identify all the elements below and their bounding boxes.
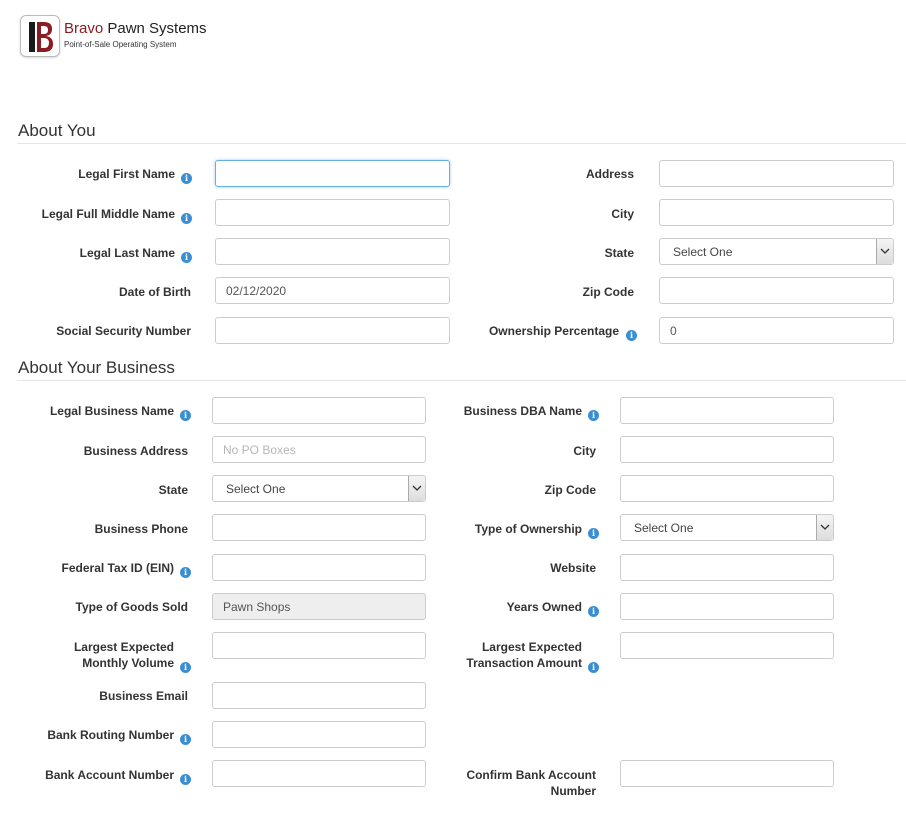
label-business-address: Business Address: [83, 444, 188, 458]
select-arrow-button[interactable]: [816, 515, 833, 540]
chevron-down-icon: [820, 523, 830, 531]
label-business-phone: Business Phone: [94, 522, 188, 536]
info-icon[interactable]: i: [181, 213, 192, 224]
type-of-ownership-select[interactable]: [620, 514, 834, 541]
label-legal-business-name: Legal Business Name: [49, 404, 174, 418]
info-icon[interactable]: i: [180, 774, 191, 785]
state-select-value: Select One: [673, 245, 733, 259]
label-bank-account: Bank Account Number: [45, 768, 174, 782]
info-icon[interactable]: i: [588, 606, 599, 617]
business-city-input[interactable]: [620, 436, 834, 463]
years-owned-input[interactable]: [620, 593, 834, 620]
label-years-owned: Years Owned: [506, 600, 582, 614]
business-state-select[interactable]: [212, 475, 426, 502]
label-ownership-percentage: Ownership Percentage: [488, 324, 619, 338]
city-input[interactable]: [659, 199, 894, 226]
label-confirm-bank-account: Confirm Bank Account Number: [466, 768, 596, 798]
label-business-city: City: [573, 444, 596, 458]
label-largest-monthly-volume: Largest Expected Monthly Volume: [73, 640, 174, 670]
info-icon[interactable]: i: [180, 567, 191, 578]
section-divider: [17, 380, 906, 381]
info-icon[interactable]: i: [180, 410, 191, 421]
ssn-input[interactable]: [215, 317, 450, 344]
largest-monthly-volume-input[interactable]: [212, 632, 426, 659]
business-address-input[interactable]: [212, 436, 426, 463]
section-divider: [17, 143, 906, 144]
bank-account-input[interactable]: [212, 760, 426, 787]
chevron-down-icon: [412, 484, 422, 492]
label-business-state: State: [158, 483, 188, 497]
type-of-ownership-value: Select One: [634, 521, 694, 535]
label-state: State: [604, 246, 634, 260]
ownership-percentage-input[interactable]: [659, 317, 894, 344]
bank-routing-input[interactable]: [212, 721, 426, 748]
state-select[interactable]: [659, 238, 894, 265]
label-website: Website: [550, 561, 596, 575]
logo-mark: [20, 15, 60, 57]
label-city: City: [611, 207, 634, 221]
label-address: Address: [585, 167, 634, 181]
confirm-bank-account-input[interactable]: [620, 760, 834, 787]
label-legal-last-name: Legal Last Name: [79, 246, 175, 260]
label-business-email: Business Email: [99, 689, 188, 703]
brand-logo: [20, 15, 220, 60]
label-type-of-ownership: Type of Ownership: [474, 522, 582, 536]
label-business-zip: Zip Code: [544, 483, 596, 497]
date-of-birth-input[interactable]: [215, 277, 450, 304]
label-type-of-goods: Type of Goods Sold: [75, 600, 188, 614]
business-state-select-value: Select One: [226, 482, 286, 496]
legal-middle-name-input[interactable]: [215, 199, 450, 226]
info-icon[interactable]: i: [180, 662, 191, 673]
logo-b-icon: [27, 20, 55, 54]
label-date-of-birth: Date of Birth: [119, 285, 191, 299]
brand-name: Bravo Pawn Systems: [64, 20, 207, 37]
label-bank-routing: Bank Routing Number: [47, 728, 174, 742]
website-input[interactable]: [620, 554, 834, 581]
info-icon[interactable]: i: [181, 173, 192, 184]
label-legal-middle-name: Legal Full Middle Name: [41, 207, 175, 221]
legal-business-name-input[interactable]: [212, 397, 426, 424]
business-email-input[interactable]: [212, 682, 426, 709]
label-federal-tax-id: Federal Tax ID (EIN): [61, 561, 174, 575]
address-input[interactable]: [659, 160, 894, 187]
brand-tagline: Point-of-Sale Operating System: [64, 40, 177, 49]
zip-code-input[interactable]: [659, 277, 894, 304]
info-icon[interactable]: i: [626, 330, 637, 341]
info-icon[interactable]: i: [588, 528, 599, 539]
legal-last-name-input[interactable]: [215, 238, 450, 265]
select-arrow-button[interactable]: [408, 476, 425, 501]
legal-first-name-input[interactable]: [215, 160, 450, 187]
section-title-about-you: About You: [18, 121, 96, 140]
label-legal-first-name: Legal First Name: [78, 167, 175, 181]
type-of-goods-input: [212, 593, 426, 620]
section-title-about-business: About Your Business: [18, 358, 175, 377]
dba-name-input[interactable]: [620, 397, 834, 424]
label-zip-code: Zip Code: [582, 285, 634, 299]
largest-transaction-input[interactable]: [620, 632, 834, 659]
business-zip-input[interactable]: [620, 475, 834, 502]
info-icon[interactable]: i: [180, 734, 191, 745]
chevron-down-icon: [880, 247, 890, 255]
select-arrow-button[interactable]: [876, 239, 893, 264]
info-icon[interactable]: i: [181, 252, 192, 263]
info-icon[interactable]: i: [588, 662, 599, 673]
business-phone-input[interactable]: [212, 514, 426, 541]
info-icon[interactable]: i: [588, 410, 599, 421]
federal-tax-id-input[interactable]: [212, 554, 426, 581]
label-ssn: Social Security Number: [56, 324, 191, 338]
label-dba-name: Business DBA Name: [463, 404, 582, 418]
label-largest-transaction: Largest Expected Transaction Amount: [466, 640, 582, 670]
